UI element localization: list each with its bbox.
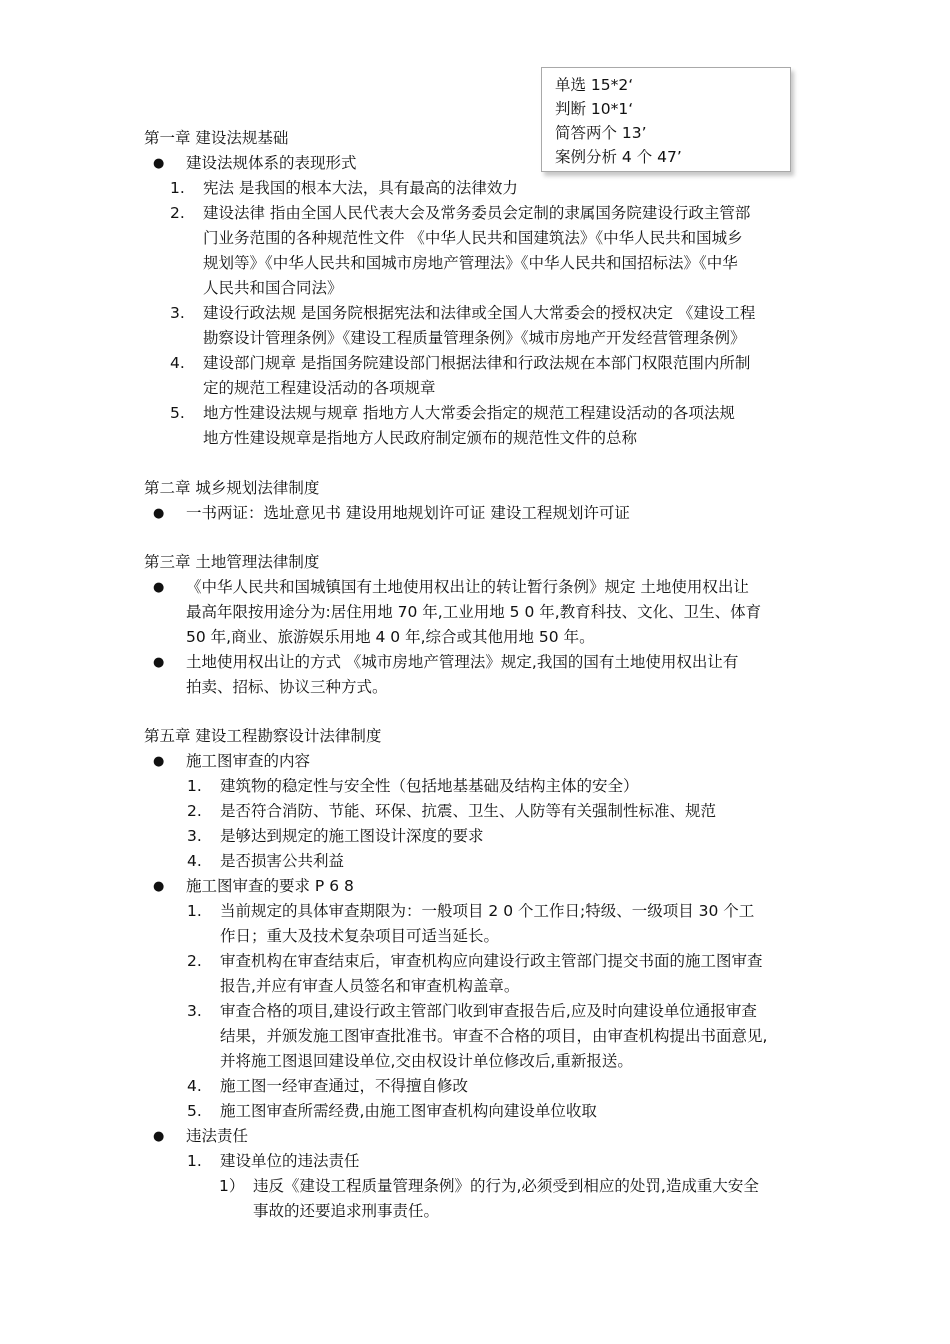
list-item-text: 建设法律 指由全国人民代表大会及常务委员会定制的隶属国务院建设行政主管部 xyxy=(203,204,751,222)
list-item-text: 建设行政法规 是国务院根据宪法和法律或全国人大常委会的授权决定 《建设工程 xyxy=(203,304,756,322)
bullet-marker: ● xyxy=(153,506,165,521)
list-item-text: 是否符合消防、节能、环保、抗震、卫生、人防等有关强制性标准、规范 xyxy=(220,802,717,820)
list-number: 2. xyxy=(187,802,202,820)
list-number: 1. xyxy=(170,179,185,197)
bullet-text: 50 年,商业、旅游娱乐用地 4 0 年,综合或其他用地 50 年。 xyxy=(186,628,595,646)
bullet-text: 拍卖、招标、协议三种方式。 xyxy=(186,678,388,696)
list-item-text: 是否损害公共利益 xyxy=(220,852,345,870)
list-number: 5. xyxy=(187,1102,202,1120)
bullet-text: 施工图审查的内容 xyxy=(186,752,311,770)
list-item-text: 宪法 是我国的根本大法，具有最高的法律效力 xyxy=(203,179,518,197)
list-number: 1） xyxy=(219,1177,245,1195)
list-item-text: 作日；重大及技术复杂项目可适当延长。 xyxy=(220,927,500,945)
chapter-title: 第五章 建设工程勘察设计法律制度 xyxy=(144,727,382,745)
list-item-text: 结果，并颁发施工图审查批准书。审查不合格的项目，由审查机构提出书面意见, xyxy=(220,1027,768,1045)
bullet-text: 建设法规体系的表现形式 xyxy=(186,154,357,172)
list-item-text: 建筑物的稳定性与安全性（包括地基基础及结构主体的安全） xyxy=(220,777,639,795)
chapter-title: 第二章 城乡规划法律制度 xyxy=(144,479,320,497)
list-number: 2. xyxy=(187,952,202,970)
list-number: 4. xyxy=(187,1077,202,1095)
note-line: 判断 10*1‘ xyxy=(555,100,634,118)
list-item-text: 建设单位的违法责任 xyxy=(220,1152,360,1170)
chapter-title: 第一章 建设法规基础 xyxy=(144,129,289,147)
bullet-marker: ● xyxy=(153,156,165,171)
bullet-text: 最高年限按用途分为:居住用地 70 年,工业用地 5 0 年,教育科技、文化、卫生、体育 xyxy=(186,603,762,621)
list-item-text: 门业务范围的各种规范性文件 《中华人民共和国建筑法》《中华人民共和国城乡 xyxy=(203,229,743,247)
bullet-text: 《中华人民共和国城镇国有土地使用权出让的转让暂行条例》规定 土地使用权出让 xyxy=(186,578,749,596)
list-number: 4. xyxy=(187,852,202,870)
list-item-text: 违反《建设工程质量管理条例》的行为,必须受到相应的处罚,造成重大安全 xyxy=(253,1177,759,1195)
bullet-text: 一书两证：选址意见书 建设用地规划许可证 建设工程规划许可证 xyxy=(186,504,630,522)
list-item-text: 审查机构在审查结束后，审查机构应向建设行政主管部门提交书面的施工图审查 xyxy=(220,952,763,970)
list-number: 1. xyxy=(187,777,202,795)
list-number: 1. xyxy=(187,1152,202,1170)
list-item-text: 报告,并应有审查人员签名和审查机构盖章。 xyxy=(220,977,520,995)
list-number: 1. xyxy=(187,902,202,920)
list-item-text: 建设部门规章 是指国务院建设部门根据法律和行政法规在本部门权限范围内所制 xyxy=(203,354,751,372)
bullet-marker: ● xyxy=(153,580,165,595)
list-item-text: 并将施工图退回建设单位,交由权设计单位修改后,重新报送。 xyxy=(220,1052,633,1070)
list-item-text: 审查合格的项目,建设行政主管部门收到审查报告后,应及时向建设单位通报审查 xyxy=(220,1002,757,1020)
list-number: 2. xyxy=(170,204,185,222)
list-item-text: 地方性建设规章是指地方人民政府制定颁布的规范性文件的总称 xyxy=(203,429,638,447)
list-item-text: 规划等》《中华人民共和国城市房地产管理法》《中华人民共和国招标法》《中华 xyxy=(203,254,738,272)
list-item-text: 地方性建设法规与规章 指地方人大常委会指定的规范工程建设活动的各项法规 xyxy=(203,404,735,422)
bullet-marker: ● xyxy=(153,655,165,670)
list-item-text: 定的规范工程建设活动的各项规章 xyxy=(203,379,436,397)
bullet-marker: ● xyxy=(153,879,165,894)
list-item-text: 勘察设计管理条例》《建设工程质量管理条例》《城市房地产开发经营管理条例》 xyxy=(203,329,746,347)
list-item-text: 人民共和国合同法》 xyxy=(203,279,343,297)
note-line: 案例分析 4 个 47’ xyxy=(555,148,682,166)
list-item-text: 施工图一经审查通过，不得擅自修改 xyxy=(220,1077,469,1095)
bullet-text: 施工图审查的要求 P 6 8 xyxy=(186,877,354,895)
bullet-text: 违法责任 xyxy=(186,1127,249,1145)
note-line: 简答两个 13’ xyxy=(555,124,647,142)
list-item-text: 事故的还要追求刑事责任。 xyxy=(253,1202,440,1220)
list-number: 5. xyxy=(170,404,185,422)
bullet-text: 土地使用权出让的方式 《城市房地产管理法》规定,我国的国有土地使用权出让有 xyxy=(186,653,739,671)
exam-score-note xyxy=(541,67,791,172)
list-number: 3. xyxy=(187,827,202,845)
note-line: 单选 15*2‘ xyxy=(555,76,634,94)
list-item-text: 当前规定的具体审查期限为：一般项目 2 0 个工作日;特级、一级项目 30 个工 xyxy=(220,902,755,920)
list-number: 3. xyxy=(187,1002,202,1020)
list-number: 3. xyxy=(170,304,185,322)
bullet-marker: ● xyxy=(153,1129,165,1144)
list-item-text: 是够达到规定的施工图设计深度的要求 xyxy=(220,827,484,845)
list-number: 4. xyxy=(170,354,185,372)
chapter-title: 第三章 土地管理法律制度 xyxy=(144,553,320,571)
list-item-text: 施工图审查所需经费,由施工图审查机构向建设单位收取 xyxy=(220,1102,597,1120)
bullet-marker: ● xyxy=(153,754,165,769)
